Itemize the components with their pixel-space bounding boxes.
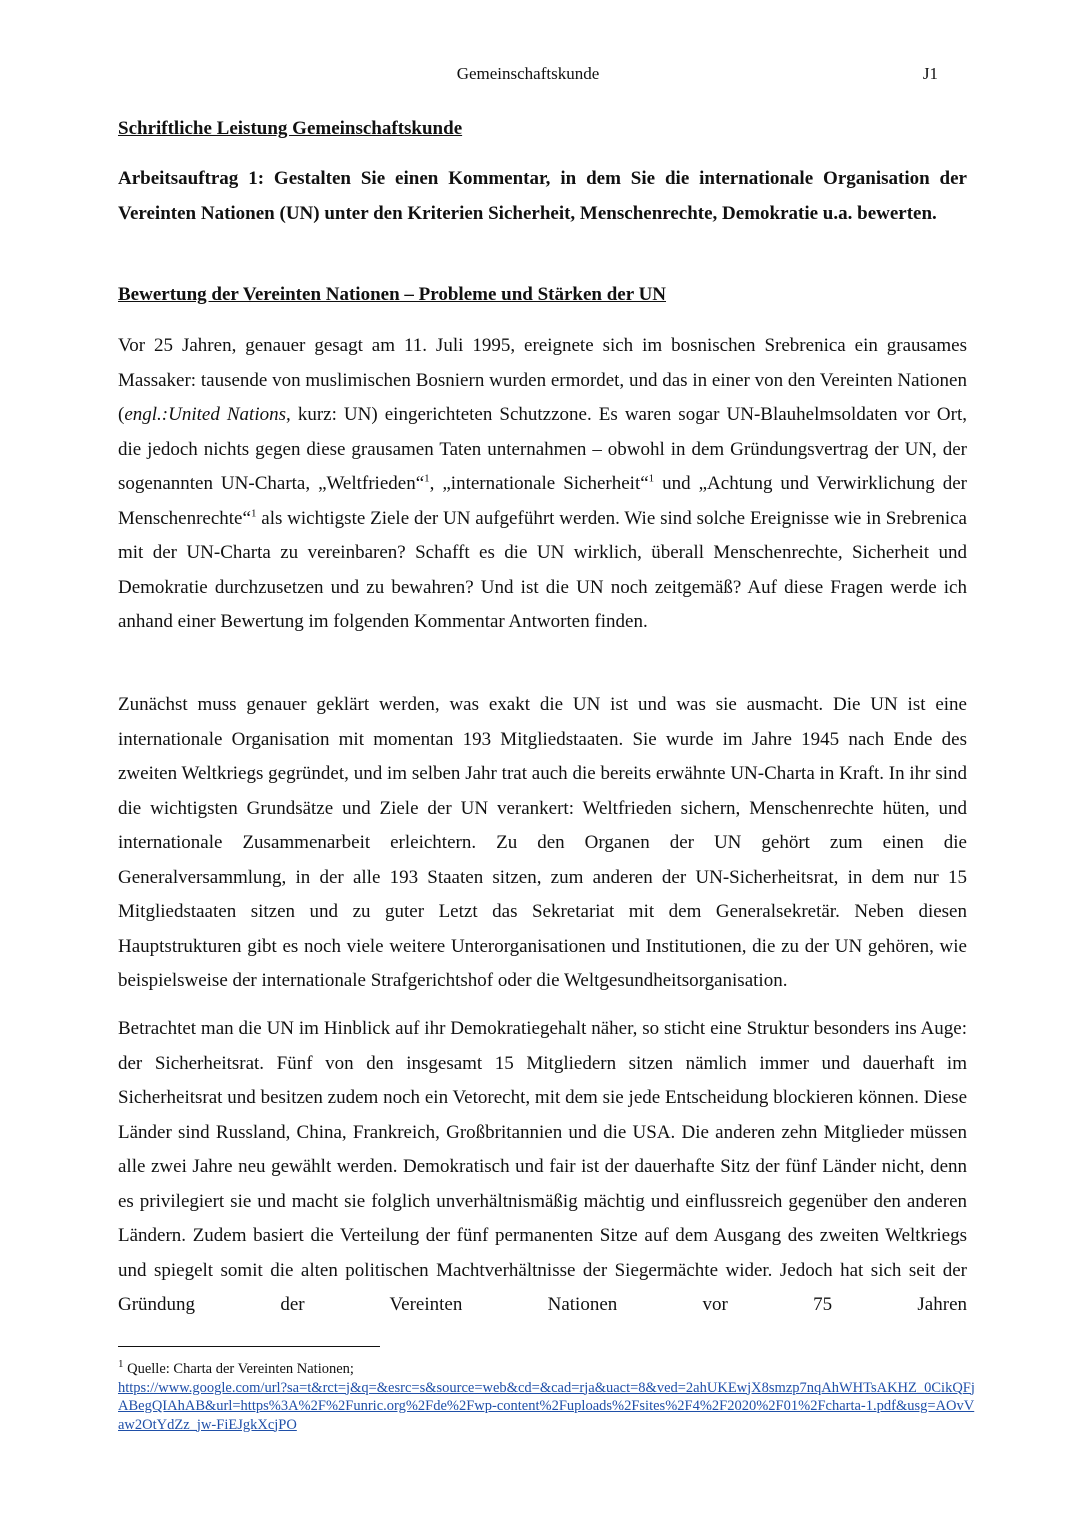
paragraph-intro	[118, 329, 967, 640]
footnote-source: Quelle: Charta der Vereinten Nationen;	[123, 1361, 354, 1377]
footnote-ref[interactable]: 1	[424, 472, 430, 485]
section-title: Bewertung der Vereinten Nationen – Probleme und Stärken der UN	[118, 284, 667, 305]
paragraph-intro-text-d: und „Achtung und Verwirklichung der Menschenrechte“	[118, 473, 967, 529]
footnote-divider	[118, 1346, 380, 1347]
task-statement: Arbeitsauftrag 1: Gestalten Sie einen Kommentar, in dem Sie die internationale Organisation der Vereinten Nationen (UN) unter den Kriterien Sicherheit, Menschenrechte, Demokratie u.a. bewerten.	[118, 168, 967, 224]
footnote-link[interactable]: https://www.google.com/url?sa=t&rct=j&q=&esrc=s&source=web&cd=&cad=rja&uact=8&ved=2ahUKEwjX8smzp7nqAhWHTsAKHZ_0CikQFjABegQIAhAB&url=https%3A%2F%2Funric.org%2Fde%2Fwp-content%2Fuploads%2Fsites%2F4%2F2020%2F01%2Fcharta-1.pdf&usg=AOvVaw2OtYdZz_jw-FiEJgkXcjPO	[118, 1379, 975, 1433]
paragraph-intro-text-b: , kurz: UN) eingerichteten Schutzzone. Es waren sogar UN-Blauhelmsoldaten vor Ort, die jedoch nichts gegen diese grausamen Taten unternahmen – obwohl in dem Gründungsvertrag der UN, der sogenannten UN-Charta, „Weltfrieden“	[118, 404, 967, 494]
footnote-ref[interactable]: 1	[250, 507, 257, 520]
paragraph-intro-italic: engl.:United Nations	[124, 404, 287, 425]
document-title: Schriftliche Leistung Gemeinschaftskunde	[118, 118, 463, 139]
paragraph-intro-text-a: Vor 25 Jahren, genauer gesagt am 11. Juli 1995, ereignete sich im bosnischen Srebrenica ein grausames Massaker: tausende von muslimischen Bosniern wurden ermordet, und das in einer von den Vereinten Nationen (	[118, 335, 967, 425]
page-header	[118, 64, 938, 86]
paragraph-intro-text-c: , „internationale Sicherheit“	[429, 473, 649, 494]
paragraph-intro-text-e: als wichtigste Ziele der UN aufgeführt werden. Wie sind solche Ereignisse wie in Srebrenica mit der UN-Charta zu vereinbaren? Schafft es die UN wirklich, überall Menschenrechte, Sicherheit und Demokratie durchzusetzen und zu bewahren? Und ist die UN noch zeitgemäß? Auf diese Fragen werde ich anhand einer Bewertung im folgenden Kommentar Antworten finden.	[118, 507, 967, 632]
footnote	[118, 1360, 978, 1434]
footnote-ref[interactable]: 1	[648, 472, 655, 485]
footnote-number: 1	[118, 1358, 124, 1371]
paragraph-security-council: Betrachtet man die UN im Hinblick auf ihr Demokratiegehalt näher, so sticht eine Struktur besonders ins Auge: der Sicherheitsrat. Fünf von den insgesamt 15 Mitgliedern sitzen nämlich immer und dauerhaft im Sicherheitsrat und besitzen zudem noch ein Vetorecht, mit dem sie jede Entscheidung blockieren können. Diese Länder sind Russland, China, Frankreich, Großbritannien und die USA. Die anderen zehn Mitglieder müssen alle zwei Jahre neu gewählt werden. Demokratisch und fair ist der dauerhafte Sitz der fünf Länder nicht, denn es privilegiert sie und macht sie folglich unverhältnismäßig mächtig und einflussreich gegenüber den anderen Ländern. Zudem basiert die Verteilung der fünf permanenten Sitze auf dem Ausgang des zweiten Weltkriegs und spiegelt somit die alten politischen Machtverhältnisse der Siegermächte wider. Jedoch hat sich seit der Gründung der Vereinten Nationen vor 75 Jahren	[118, 1018, 967, 1315]
header-subject: Gemeinschaftskunde	[456, 64, 600, 83]
header-class-code: J1	[922, 64, 938, 83]
paragraph-un-overview: Zunächst muss genauer geklärt werden, was exakt die UN ist und was sie ausmacht. Die UN ist eine internationale Organisation mit momentan 193 Mitgliedstaaten. Sie wurde im Jahre 1945 nach Ende des zweiten Weltkriegs gegründet, und im selben Jahr trat auch die bereits erwähnte UN-Charta in Kraft. In ihr sind die wichtigsten Grundsätze und Ziele der UN verankert: Weltfrieden sichern, Menschenrechte hüten, und internationale Zusammenarbeit erleichtern. Zu den Organen der UN gehört zum einen die Generalversammlung, in der alle 193 Staaten sitzen, zum anderen der UN-Sicherheitsrat, in dem nur 15 Mitgliedstaaten sitzen und zu guter Letzt das Sekretariat mit dem Generalsekretär. Neben diesen Hauptstrukturen gibt es noch viele weitere Unterorganisationen und Institutionen, die zu der UN gehören, wie beispielsweise der internationale Strafgerichtshof oder die Weltgesundheitsorganisation.	[118, 694, 967, 991]
